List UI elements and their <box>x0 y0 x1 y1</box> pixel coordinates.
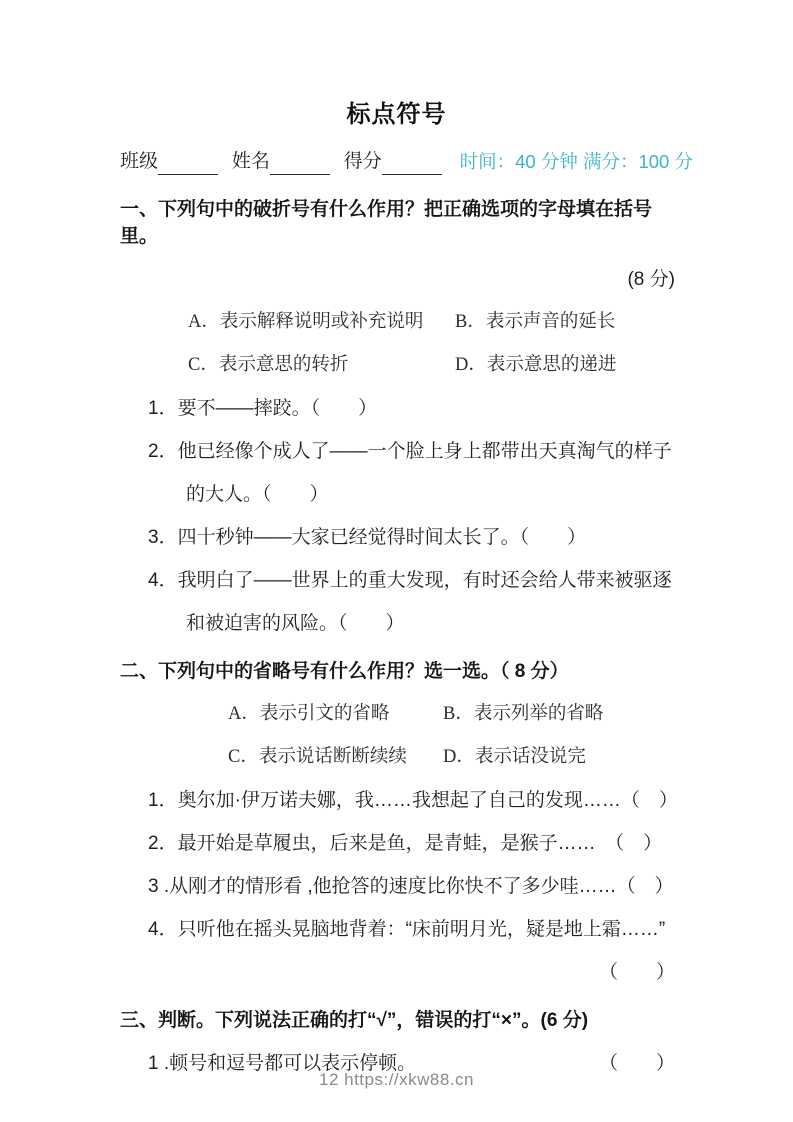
score-blank-line <box>382 154 442 175</box>
name-label: 姓名 <box>231 151 270 172</box>
section2-question-4-answer-bracket: （ ） <box>598 962 675 983</box>
section2-option-d: D．表示话没说完 <box>443 747 586 767</box>
section2-question-2: 2．最开始是草履虫，后来是鱼，是青蛙，是猴子…… （ ） <box>148 833 663 854</box>
section1-question-4-line2: 和被迫害的风险。（ ） <box>186 613 405 634</box>
section3-question-1-text: 1 .顿号和逗号都可以表示停顿。 <box>148 1053 417 1074</box>
score-label: 得分 <box>343 151 382 172</box>
section2-question-3: 3 .从刚才的情形看 ,他抢答的速度比你快不了多少哇……（ ） <box>148 876 674 897</box>
section1-options-row-ab <box>188 309 675 336</box>
class-label: 班级 <box>120 151 159 172</box>
section1-option-b: B．表示声音的延长 <box>455 312 616 332</box>
class-blank-line <box>158 154 218 175</box>
section1-question-2-line1: 2．他已经像个成人了——一个脸上身上都带出天真淘气的样子 <box>148 441 672 462</box>
section1-option-d: D．表示意思的递进 <box>455 355 617 375</box>
section1-option-a: A．表示解释说明或补充说明 <box>188 312 424 332</box>
section2-question-4-line1: 4．只听他在摇头晃脑地背着：“床前明月光，疑是地上霜……” <box>148 919 666 940</box>
section3-heading: 三、判断。下列说法正确的打“√”，错误的打“×”。(6 分) <box>120 1010 589 1031</box>
section1-question-3: 3．四十秒钟——大家已经觉得时间太长了。（ ） <box>148 527 587 548</box>
section3-question-1-answer-bracket: （ ） <box>598 1053 675 1074</box>
section2-heading: 二、下列句中的省略号有什么作用？选一选。（ 8 分） <box>120 661 569 682</box>
student-info-header <box>120 149 693 175</box>
section2-option-c: C．表示说话断断续续 <box>228 747 407 767</box>
section2-question-1: 1．奥尔加·伊万诺夫娜，我……我想起了自己的发现……（ ） <box>148 790 678 811</box>
section1-question-1: 1．要不——摔跤。（ ） <box>148 398 378 419</box>
time-limit-note: 时间：40 分钟 满分：100 分 <box>459 151 693 172</box>
footer-page-number-and-url: 12 https://xkw88.cn <box>318 1070 475 1089</box>
section1-options-row-cd <box>188 352 675 379</box>
section2-options-row-ab <box>228 701 675 728</box>
section2-option-b: B．表示列举的省略 <box>443 704 604 724</box>
section2-options-row-cd <box>228 744 675 771</box>
section1-question-2-line2: 的大人。（ ） <box>186 484 329 505</box>
section2-option-a: A．表示引文的省略 <box>228 704 390 724</box>
section1-points: (8 分) <box>627 269 675 290</box>
section1-option-c: C．表示意思的转折 <box>188 355 349 375</box>
section1-heading: 一、下列句中的破折号有什么作用？把正确选项的字母填在括号里。 <box>120 199 653 247</box>
name-blank-line <box>270 154 330 175</box>
page-title: 标点符号 <box>346 101 447 128</box>
section1-question-4-line1: 4．我明白了——世界上的重大发现，有时还会给人带来被驱逐 <box>148 570 672 591</box>
